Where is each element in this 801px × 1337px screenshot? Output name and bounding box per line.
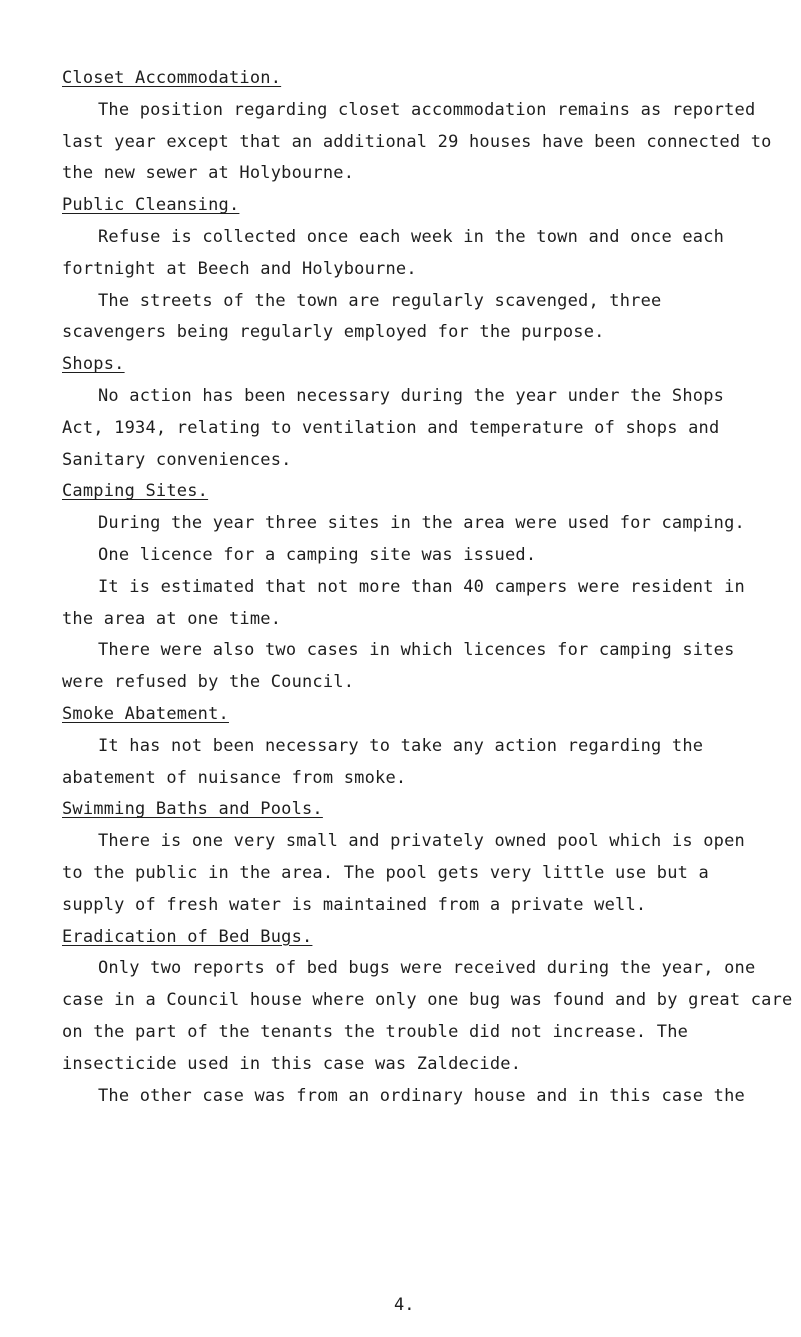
section-heading: Eradication of Bed Bugs.	[62, 926, 313, 947]
section-heading: Smoke Abatement.	[62, 704, 229, 724]
section-heading: Camping Sites.	[62, 481, 209, 502]
section-heading: Swimming Baths and Pools.	[62, 799, 323, 820]
paragraph-line: fortnight at Beech and Holybourne.	[62, 258, 417, 279]
paragraph-first-line: The position regarding closet accommodation remains as reported	[98, 99, 756, 120]
paragraph-first-line: Refuse is collected once each week in the town and once each	[98, 227, 725, 247]
section-heading: Public Cleansing.	[62, 195, 240, 216]
page-number: 4.	[394, 1295, 415, 1315]
section-heading: Closet Accommodation.	[62, 68, 282, 88]
paragraph-line: supply of fresh water is maintained from a private well.	[62, 894, 647, 915]
paragraph-line: last year except that an additional 29 houses have been connected to	[62, 131, 772, 152]
paragraph-line: abatement of nuisance from smoke.	[62, 767, 407, 788]
paragraph-first-line: The streets of the town are regularly scavenged, three	[98, 290, 662, 311]
paragraph-line: were refused by the Council.	[62, 672, 355, 693]
paragraph-line: scavengers being regularly employed for the purpose.	[62, 322, 605, 343]
paragraph-line: case in a Council house where only one bug was found and by great care	[62, 990, 793, 1011]
paragraph-line: on the part of the tenants the trouble did not increase. The	[62, 1022, 689, 1042]
paragraph-first-line: It has not been necessary to take any action regarding the	[98, 735, 704, 756]
paragraph-first-line: No action has been necessary during the year under the Shops	[98, 386, 725, 406]
paragraph-first-line: During the year three sites in the area were used for camping.	[98, 513, 745, 534]
paragraph-line: Act, 1934, relating to ventilation and temperature of shops and	[62, 417, 720, 438]
paragraph-first-line: The other case was from an ordinary house and in this case the	[98, 1085, 745, 1106]
paragraph-line: the new sewer at Holybourne.	[62, 163, 355, 184]
paragraph-first-line: One licence for a camping site was issued.	[98, 545, 537, 565]
section-heading: Shops.	[62, 354, 125, 375]
paragraph-first-line: It is estimated that not more than 40 campers were resident in	[98, 576, 745, 597]
paragraph-first-line: There is one very small and privately owned pool which is open	[98, 831, 745, 852]
paragraph-line: Sanitary conveniences.	[62, 449, 292, 470]
paragraph-first-line: There were also two cases in which licences for camping sites	[98, 640, 735, 661]
paragraph-line: the area at one time.	[62, 608, 282, 629]
paragraph-first-line: Only two reports of bed bugs were received during the year, one	[98, 958, 756, 979]
paragraph-line: to the public in the area. The pool gets very little use but a	[62, 863, 709, 883]
paragraph-line: insecticide used in this case was Zaldecide.	[62, 1053, 522, 1074]
